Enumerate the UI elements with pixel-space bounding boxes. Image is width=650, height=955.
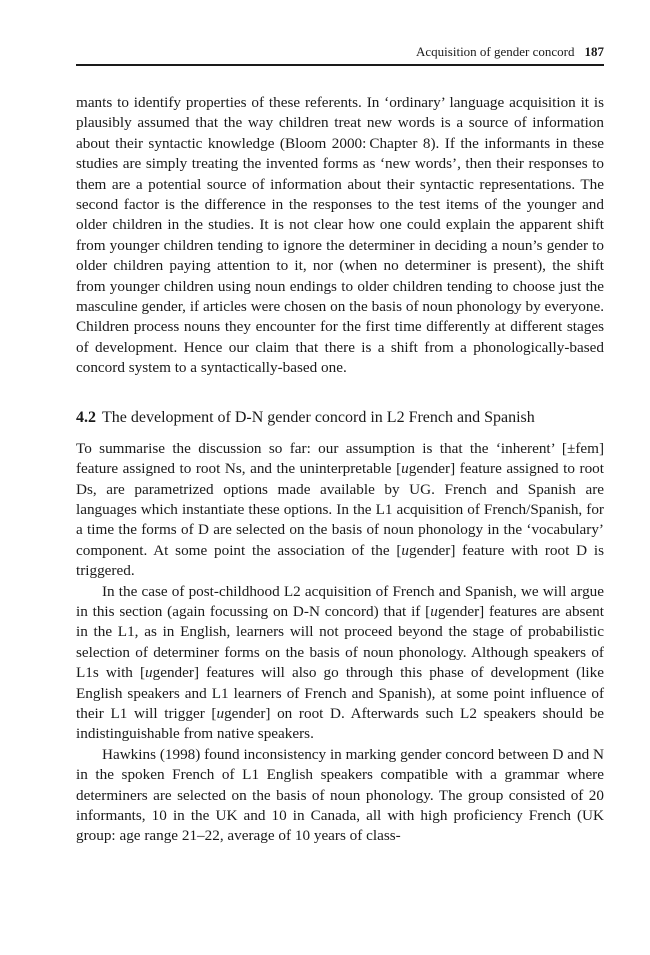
ugender-italic-u: u xyxy=(430,602,438,620)
header-rule xyxy=(76,64,604,66)
paragraph-3-text-4: gender] on root D. Afterwards such L2 speakers should be indistinguishable from native speakers. xyxy=(76,704,605,743)
paragraph-1: mants to identify properties of these referents. In ‘ordinary’ language acquisition it is plausibly assumed that the way children treat new words is a source of information about their syntactic knowledge (Bloom 2000: Chapter 8). If the informants in these studies are simply treating the invented forms as ‘new words’, then their responses to them are a potential source of information about their syntactic representations. The second factor is the difference in the responses to the test items of the younger and older children in the studies. It is not clear how one could explain the apparent shift from younger children tending to ignore the determiner in deciding a noun’s gender to older children paying attention to it, nor (when no determiner is present), the shift from younger children using noun endings to older children tending to choose just the masculine gender, if articles were chosen on the basis of noun phonology by everyone. Children process nouns they encounter for the first time differently at different stages of development. Hence our claim that there is a shift from a phonologically-based concord system to a syntactically-based one. xyxy=(76,94,604,377)
ugender-italic-u: u xyxy=(145,664,153,682)
section-number: 4.2 xyxy=(76,408,96,426)
running-head xyxy=(76,42,604,62)
paragraph-2-text-1: To summarise the discussion so far: our assumption is that the ‘inherent’ [±fem] feature assigned to root Ns, and the uninterpretable [ xyxy=(76,439,604,478)
paragraph-2-text-3: gender] feature with root D is triggered. xyxy=(76,541,604,580)
section-title: The development of D-N gender concord in L2 French and Spanish xyxy=(102,408,535,426)
ugender-italic-u: u xyxy=(401,541,410,559)
running-title: Acquisition of gender concord xyxy=(416,44,575,59)
paragraph-4: Hawkins (1998) found inconsistency in marking gender concord between D and N in the spoken French of L1 English speakers compatible with a grammar where determiners are selected on the basis of noun phonology. The group consisted of 20 informants, 10 in the UK and 10 in Canada, all with high proficiency French (UK group: age range 21–22, average of 10 years of class- xyxy=(76,745,604,845)
page-number: 187 xyxy=(584,44,604,59)
paragraph-3-text-3: gender] features will also go through this phase of development (like English speakers and L1 learners of French and Spanish), at some point influence of their L1 will trigger [ xyxy=(76,664,604,722)
paragraph-3-text-1: In the case of post-childhood L2 acquisition of French and Spanish, we will argue in this section (again focussing on D-N concord) that if [ xyxy=(76,582,604,620)
section-heading xyxy=(76,408,604,428)
ugender-italic-u: u xyxy=(401,460,409,478)
ugender-italic-u: u xyxy=(216,704,225,722)
paragraph-3-text-2: gender] features are absent in the L1, as in English, learners will not proceed beyond the stage of probabilistic selection of determiner forms on the basis of noun phonology. Although speakers of L1s with [ xyxy=(76,602,604,682)
page-body xyxy=(76,93,604,847)
paragraph-2 xyxy=(76,439,604,582)
paragraph-2-text-2: gender] feature assigned to root Ds, are parametrized options made available by UG. French and Spanish are languages which instantiate these options. In the L1 acquisition of French/Spanish, for a time the forms of D are selected on the basis of noun phonology in the ‘vocabulary’ component. At some point the association of the [ xyxy=(76,460,604,559)
paragraph-3 xyxy=(76,582,604,745)
